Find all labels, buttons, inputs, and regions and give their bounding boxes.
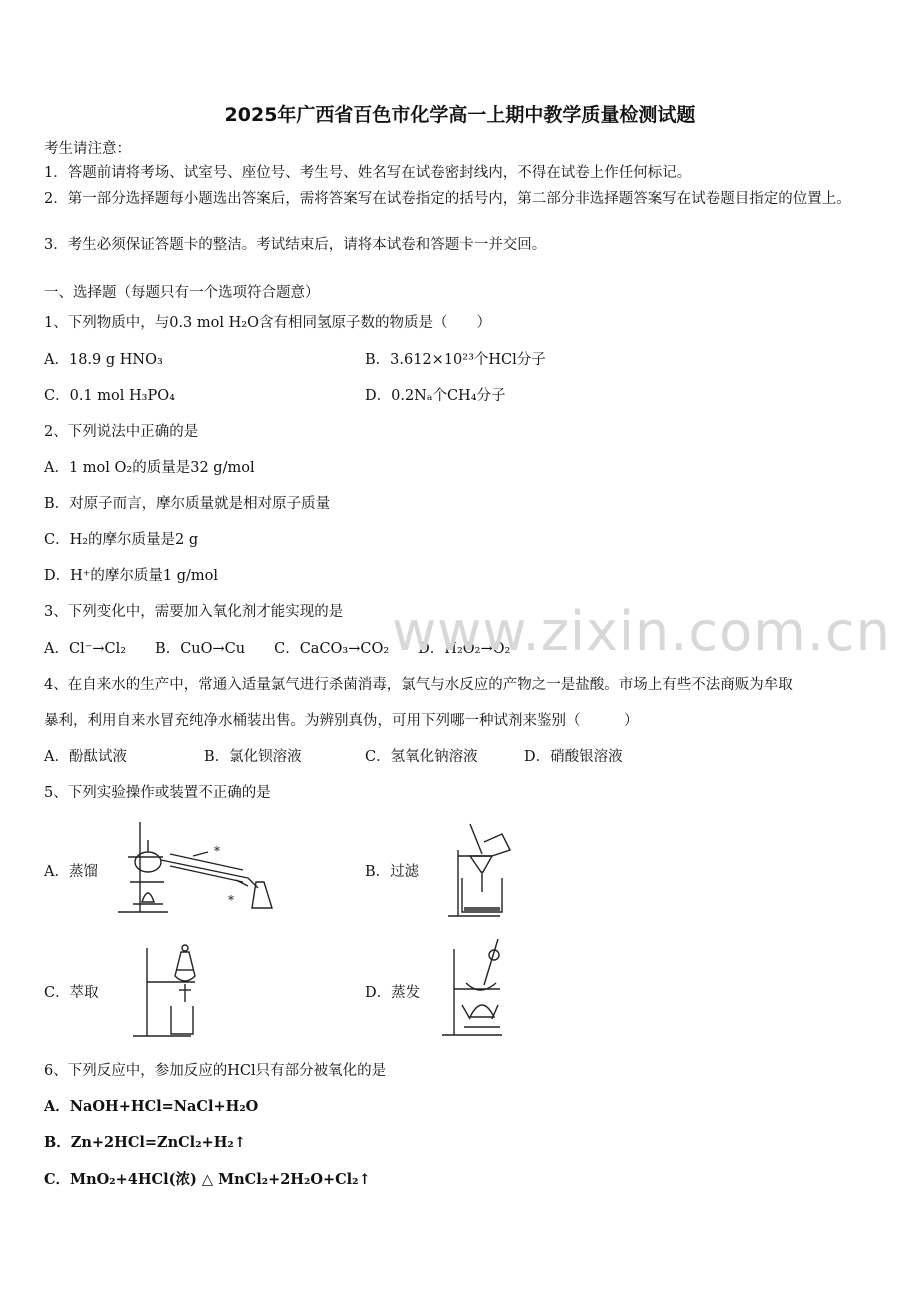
- watermark-text: www.zixin.com.cn: [392, 600, 891, 663]
- q1-option-b: B．3.612×10²³个HCl分子: [365, 352, 546, 368]
- q1-option-d: D．0.2Nₐ个CH₄分子: [365, 388, 506, 404]
- q2-option-c: C．H₂的摩尔质量是2 g: [44, 532, 199, 548]
- q4-option-d: D．硝酸银溶液: [524, 749, 623, 765]
- notice-item-1: 1．答题前请将考场、试室号、座位号、考生号、姓名写在试卷密封线内，不得在试卷上作任何标记。: [44, 165, 692, 181]
- q4-stem-line-1: 4、在自来水的生产中，常通入适量氯气进行杀菌消毒，氯气与水反应的产物之一是盐酸。市场上有些不法商贩为牟取: [44, 677, 793, 693]
- q2-option-d: D．H⁺的摩尔质量1 g/mol: [44, 568, 219, 584]
- q6-stem: 6、下列反应中，参加反应的HCl只有部分被氧化的是: [44, 1063, 387, 1079]
- q5-option-d: D．蒸发: [365, 985, 421, 1001]
- svg-text:*: *: [228, 893, 234, 907]
- extraction-apparatus-image: [125, 940, 215, 1040]
- svg-text:*: *: [214, 844, 220, 858]
- q4-option-a: A．酚酞试液: [44, 749, 127, 765]
- q1-option-a: A．18.9 g HNO₃: [44, 352, 163, 368]
- q3-stem: 3、下列变化中，需要加入氧化剂才能实现的是: [44, 604, 344, 620]
- distillation-apparatus-image: [108, 820, 278, 920]
- q4-stem-line-2: 暴利，利用自来水冒充纯净水桶装出售。为辨别真伪，可用下列哪一种试剂来鉴别（ ）: [44, 713, 639, 729]
- q5-option-c: C．萃取: [44, 985, 99, 1001]
- notice-item-3: 3．考生必须保证答题卡的整洁。考试结束后，请将本试卷和答题卡一并交回。: [44, 237, 547, 253]
- q2-stem: 2、下列说法中正确的是: [44, 424, 199, 440]
- q1-option-c: C．0.1 mol H₃PO₄: [44, 388, 175, 404]
- q4-option-c: C．氢氧化钠溶液: [365, 749, 478, 765]
- q3-options: A．Cl⁻→Cl₂ B．CuO→Cu C．CaCO₃→CO₂ D．H₂O₂→O₂: [44, 641, 511, 657]
- section-heading: 一、选择题（每题只有一个选项符合题意）: [44, 285, 320, 301]
- notice-item-2: 2．第一部分选择题每小题选出答案后，需将答案写在试卷指定的括号内，第二部分非选择题答案写在试卷题目指定的位置上。: [44, 191, 851, 207]
- notice-heading: 考生请注意：: [44, 141, 131, 157]
- q6-option-a: A．NaOH+HCl=NaCl+H₂O: [44, 1098, 259, 1115]
- q6-option-c: C．MnO₂+4HCl(浓) △ MnCl₂+2H₂O+Cl₂↑: [44, 1171, 371, 1188]
- q5-stem: 5、下列实验操作或装置不正确的是: [44, 785, 271, 801]
- q1-stem: 1、下列物质中，与0.3 mol H₂O含有相同氢原子数的物质是（ ）: [44, 315, 491, 331]
- q5-option-b: B．过滤: [365, 864, 420, 880]
- q2-option-a: A．1 mol O₂的质量是32 g/mol: [44, 460, 255, 476]
- filtration-apparatus-image: [440, 820, 530, 920]
- evaporation-apparatus-image: [436, 935, 526, 1040]
- page-title: 2025年广西省百色市化学高一上期中教学质量检测试题: [224, 104, 696, 126]
- q4-option-b: B．氯化钡溶液: [204, 749, 302, 765]
- q5-option-a: A．蒸馏: [44, 864, 98, 880]
- q2-option-b: B．对原子而言，摩尔质量就是相对原子质量: [44, 496, 331, 512]
- q6-option-b: B．Zn+2HCl=ZnCl₂+H₂↑: [44, 1134, 246, 1151]
